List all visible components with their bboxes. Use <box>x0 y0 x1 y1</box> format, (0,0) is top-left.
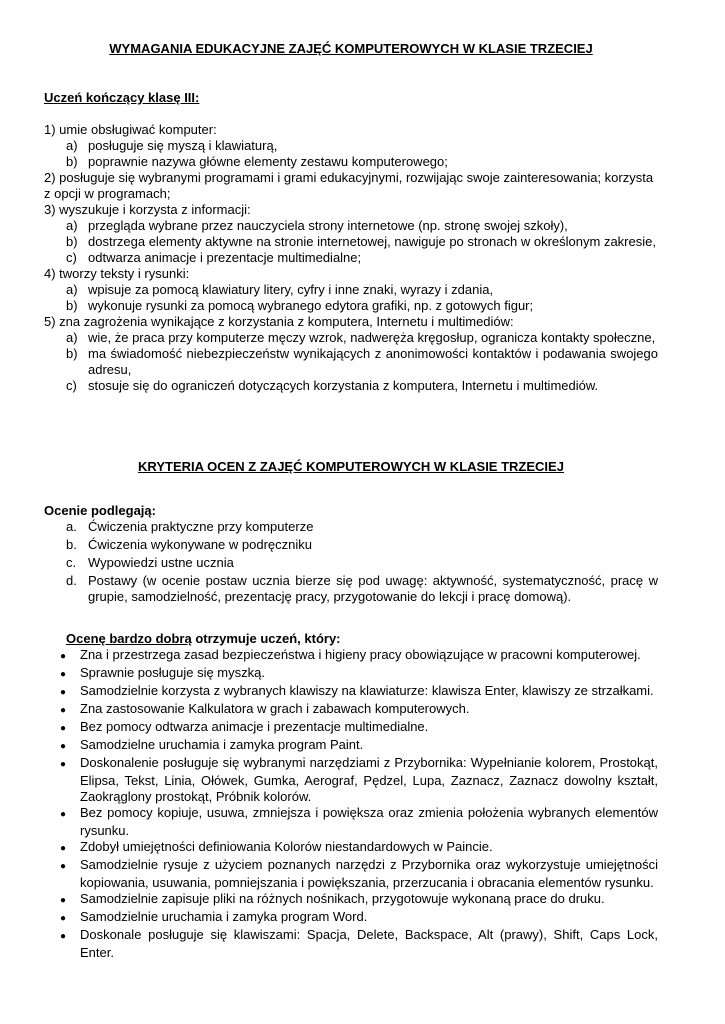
requirement-5b: b) ma świadomość niebezpieczeństw wynikających z anonimowości kontaktów i podawania swojego adresu, <box>66 346 658 377</box>
grade-item: ● Sprawnie posługuje się myszką. <box>44 665 658 683</box>
grade-heading-rest: otrzymuje uczeń, który: <box>191 631 341 646</box>
criteria-title: KRYTERIA OCEN Z ZAJĘĆ KOMPUTEROWYCH W KLASIE TRZECIEJ <box>138 459 564 474</box>
requirement-4a: a) wpisuje za pomocą klawiatury litery, cyfry i inne znaki, wyrazy i zdania, <box>66 282 494 297</box>
subtitle <box>44 90 658 106</box>
grade-item: ● Zdobył umiejętności definiowania Kolorów niestandardowych w Paincie. <box>44 839 658 857</box>
grade-item: ● Doskonalenie posługuje się wybranymi narzędziami z Przybornika: Wypełnianie kolorem, Prostokąt, Elipsa, Tekst, Linia, Ołówek, Gumka, Aerograf, Pędzel, Lupa, Zaznacz, Zaznacz dowolny kształt, Zaokrąglony prostokąt, Próbnik kolorów. <box>60 755 658 804</box>
bullet-icon: ● <box>60 741 67 752</box>
bullet-icon: ● <box>60 809 67 820</box>
bullet-icon: ● <box>60 651 67 662</box>
requirement-5a: a) wie, że praca przy komputerze męczy wzrok, nadweręża kręgosłup, ogranicza kontakty społeczne, <box>66 330 656 345</box>
bullet-icon: ● <box>60 687 67 698</box>
assessed-item-a: a. Ćwiczenia praktyczne przy komputerze <box>66 519 314 534</box>
bullet-icon: ● <box>60 723 67 734</box>
requirements-list <box>44 122 658 394</box>
assessed-item-c: c. Wypowiedzi ustne ucznia <box>66 555 234 570</box>
requirement-5: 5) zna zagrożenia wynikające z korzystania z komputera, Internetu i multimediów: <box>44 314 514 329</box>
grade-item: ● Samodzielnie rysuje z użyciem poznanych narzędzi z Przybornika oraz wykorzystuje umiejętności kopiowania, usuwania, pomniejszania i powiększania, przerzucania i obracania elementów rysunku. <box>60 857 658 890</box>
grade-item: ● Zna zastosowanie Kalkulatora w grach i zabawach komputerowych. <box>44 701 658 719</box>
assessed-item-d: d. Postawy (w ocenie postaw ucznia bierze się pod uwagę: aktywność, systematyczność, pracę w grupie, samodzielność, prezentację pracy, przygotowanie do lekcji i pracę domową). <box>66 573 658 604</box>
assessed-heading-text: Ocenie podlegają: <box>44 503 156 518</box>
bullet-icon: ● <box>60 895 67 906</box>
bullet-icon: ● <box>60 705 67 716</box>
subtitle-text: Uczeń kończący klasę III: <box>44 90 200 105</box>
document-title: WYMAGANIA EDUKACYJNE ZAJĘĆ KOMPUTEROWYCH W KLASIE TRZECIEJ <box>109 41 593 56</box>
assessed-heading <box>44 503 658 519</box>
grade-item: ● Doskonale posługuje się klawiszami: Spacja, Delete, Backspace, Alt (prawy), Shift, Caps Lock, Enter. <box>60 927 658 960</box>
requirement-2: 2) posługuje się wybranymi programami i grami edukacyjnymi, rozwijając swoje zainteresowania; korzysta <box>44 170 654 185</box>
requirement-1a: a) posługuje się myszą i klawiaturą, <box>66 138 278 153</box>
requirement-1: 1) umie obsługiwać komputer: <box>44 122 217 137</box>
grade-item: ● Samodzielnie zapisuje pliki na różnych nośnikach, przygotowuje wykonaną prace do druku. <box>44 891 658 909</box>
requirement-2-cont: z opcji w programach; <box>44 186 171 201</box>
grade-heading-underlined: Ocenę bardzo dobrą <box>66 631 192 646</box>
grade-item: ● Samodzielnie korzysta z wybranych klawiszy na klawiaturze: klawisza Enter, klawiszy ze strzałkami. <box>44 683 658 701</box>
assessed-item-b: b. Ćwiczenia wykonywane w podręczniku <box>66 537 312 552</box>
grade-item: ● Bez pomocy kopiuje, usuwa, zmniejsza i powiększa oraz zmienia położenia wybranych elementów rysunku. <box>60 805 658 838</box>
bullet-icon: ● <box>60 931 67 942</box>
requirement-3b: b) dostrzega elementy aktywne na stronie internetowej, nawiguje po stronach w określonym zakresie, <box>66 234 656 249</box>
grade-item: ● Zna i przestrzega zasad bezpieczeństwa i higieny pracy obowiązujące w pracowni komputerowej. <box>44 647 658 665</box>
grade-item: ● Bez pomocy odtwarza animacje i prezentacje multimedialne. <box>44 719 658 737</box>
requirement-4: 4) tworzy teksty i rysunki: <box>44 266 190 281</box>
grade-heading <box>44 631 658 647</box>
bullet-icon: ● <box>60 759 67 770</box>
grade-item: ● Samodzielne uruchamia i zamyka program Paint. <box>44 737 658 755</box>
requirement-1b: b) poprawnie nazywa główne elementy zestawu komputerowego; <box>66 154 448 169</box>
requirement-3: 3) wyszukuje i korzysta z informacji: <box>44 202 251 217</box>
requirement-3c: c) odtwarza animacje i prezentacje multimedialne; <box>66 250 362 265</box>
requirement-3a: a) przegląda wybrane przez nauczyciela strony internetowe (np. stronę swojej szkoły), <box>66 218 568 233</box>
bullet-icon: ● <box>60 843 67 854</box>
grade-item: ● Samodzielnie uruchamia i zamyka program Word. <box>44 909 658 927</box>
grade-list <box>44 647 658 961</box>
requirement-4b: b) wykonuje rysunki za pomocą wybranego edytora grafiki, np. z gotowych figur; <box>66 298 534 313</box>
bullet-icon: ● <box>60 669 67 680</box>
requirement-5c: c) stosuje się do ograniczeń dotyczących korzystania z komputera, Internetu i multimediów. <box>66 378 599 393</box>
assessed-list <box>44 519 658 607</box>
bullet-icon: ● <box>60 861 67 872</box>
bullet-icon: ● <box>60 913 67 924</box>
